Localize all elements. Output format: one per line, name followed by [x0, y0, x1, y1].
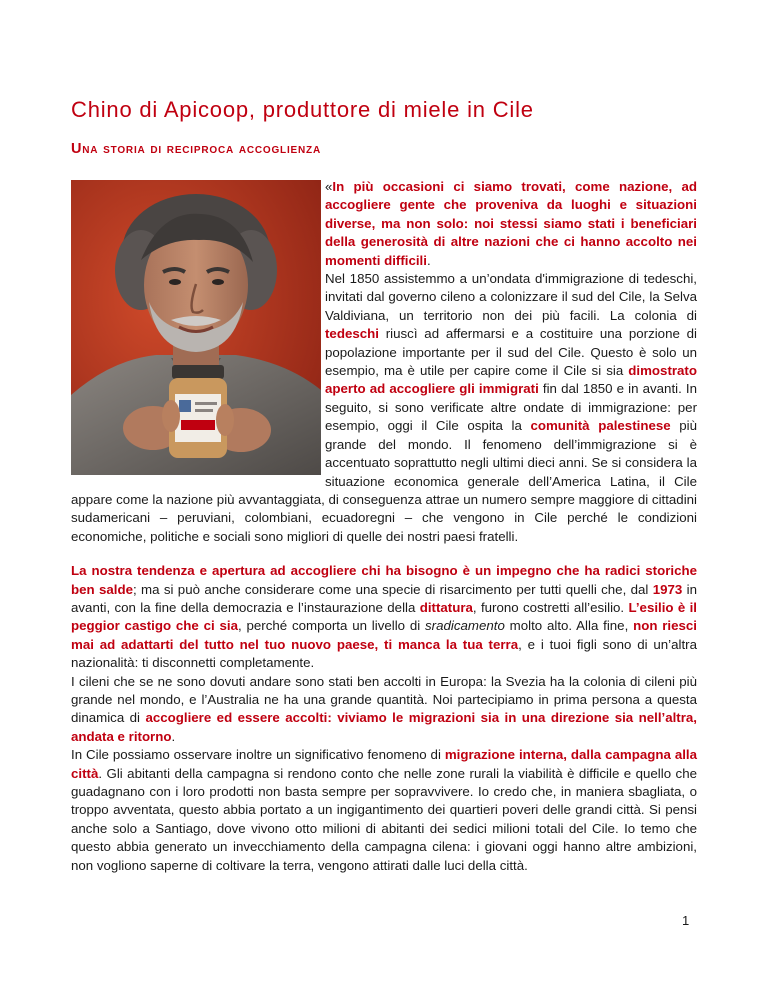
italic-text: sradicamento	[425, 618, 505, 634]
body-text: I cileni che se ne sono dovuti andare sono stati ben accolti in Europa: la Svezia ha la colonia di cileni più grande nel mondo, e l’Australia ne ha una grande quantità. Noi partecipiamo in prima persona a questa dinamica di	[71, 673, 697, 726]
body-text: , perché comporta un livello di	[238, 618, 426, 634]
body-text: fin dal 1850 e in avanti. In seguito, si sono verificate altre ondate di immigrazione: per esempio, oggi il Cile ospita la	[325, 381, 697, 434]
body-text: .	[171, 728, 176, 744]
highlight-text: dimostrato aperto ad accogliere gli immigrati	[325, 363, 697, 397]
highlight-text: accogliere ed essere accolti: viviamo le migrazioni sia in una direzione sia nell’altra, andata e ritorno	[71, 710, 697, 744]
highlight-text: L’esilio è il peggior castigo che ci sia	[71, 599, 697, 634]
highlight-text: La nostra tendenza e apertura ad accogliere chi ha bisogno è un impegno che ha radici storiche ben salde	[71, 563, 697, 597]
page-subtitle: Una storia di reciproca accoglienza	[71, 141, 321, 157]
highlight-text: comunità palestinese	[530, 418, 671, 434]
body-text: più grande del mondo. Il fenomeno dell’immigrazione si è accentuato soprattutto negli ultimi dieci anni. Se si considera la situazione economica generale dell’America Latina, il Cile appare come la nazione più avvantaggiata, di conseguenza attrae un numero sempre maggiore di cittadini sudamericani – peruviani, colombiani, ecuadoregni – che vengono in Cile perché le condizioni economiche, politiche e sociali sono migliori di quelle dei nostri paesi fratelli.	[71, 418, 697, 544]
body-text: .	[426, 252, 431, 268]
page-title: Chino di Apicoop, produttore di miele in Cile	[71, 97, 534, 122]
highlight-text: non riesci mai ad adattarti del tutto nel tuo nuovo paese, ti manca la tua terra	[71, 618, 697, 652]
body-text: , furono costretti all’esilio.	[472, 599, 629, 615]
highlight-text: dittatura	[419, 599, 473, 615]
body-text: in avanti, con la fine della democrazia e l’instaurazione della	[71, 581, 697, 615]
body-text: In Cile possiamo osservare inoltre un significativo fenomeno di	[71, 747, 445, 763]
paragraph-4	[71, 746, 697, 875]
body-text: Nel 1850 assistemmo a un’ondata d'immigrazione di tedeschi, invitati dal governo cileno a colonizzare il sud del Cile, la Selva Valdiviana, un territorio non dei più facili. La colonia di	[325, 271, 697, 323]
body-text: molto alto. Alla fine,	[504, 618, 634, 634]
body-text: riuscì ad affermarsi e a costituire una porzione di popolazione importante per il sud del Cile. Questo è solo un esempio, ma è utile per capire come il Cile si sia	[325, 326, 697, 379]
open-quote: «	[325, 179, 333, 194]
highlight-text: 1973	[652, 581, 683, 597]
body-text: . Gli abitanti della campagna si rendono conto che nelle zone rurali la viabilità è difficile e quello che guadagnano con i loro prodotti non basta sempre per sopravvivere. Io credo che, in maniera sbagliata, o troppo avventata, questo abbia portato a un ingigantimento dei quartieri poveri delle grandi città. Si pensi anche solo a Santiago, dove vivono otto milioni di abitanti dei sedici milioni totali del Cile. Io temo che questo abbia generato un invecchiamento della campagna cilena: i giovani oggi hanno altre ambizioni, non vogliono saperne di coltivare la terra, vengono attirati dalle luci della città.	[71, 765, 697, 873]
highlight-text: tedeschi	[325, 326, 379, 342]
photo-wrap-spacer	[71, 178, 325, 480]
highlight-text: In più occasioni ci siamo trovati, come nazione, ad accogliere gente che proveniva da luoghi e situazioni diverse, ma non solo: noi stessi siamo stati i beneficiari della generosità di altre nazioni che ci hanno accolto nei momenti difficili	[325, 179, 697, 268]
body-text: ; ma si può anche considerare come una specie di risarcimento per tutti quelli che, dal	[133, 581, 653, 597]
paragraph-3	[71, 673, 697, 747]
highlight-text: migrazione interna, dalla campagna alla città	[71, 747, 697, 781]
body-text: , e i tuoi figli sono di un’altra nazionalità: ti disconnetti completamente.	[71, 636, 697, 671]
paragraph-2	[71, 562, 697, 672]
article-body	[71, 178, 697, 875]
page-number: 1	[682, 913, 690, 928]
